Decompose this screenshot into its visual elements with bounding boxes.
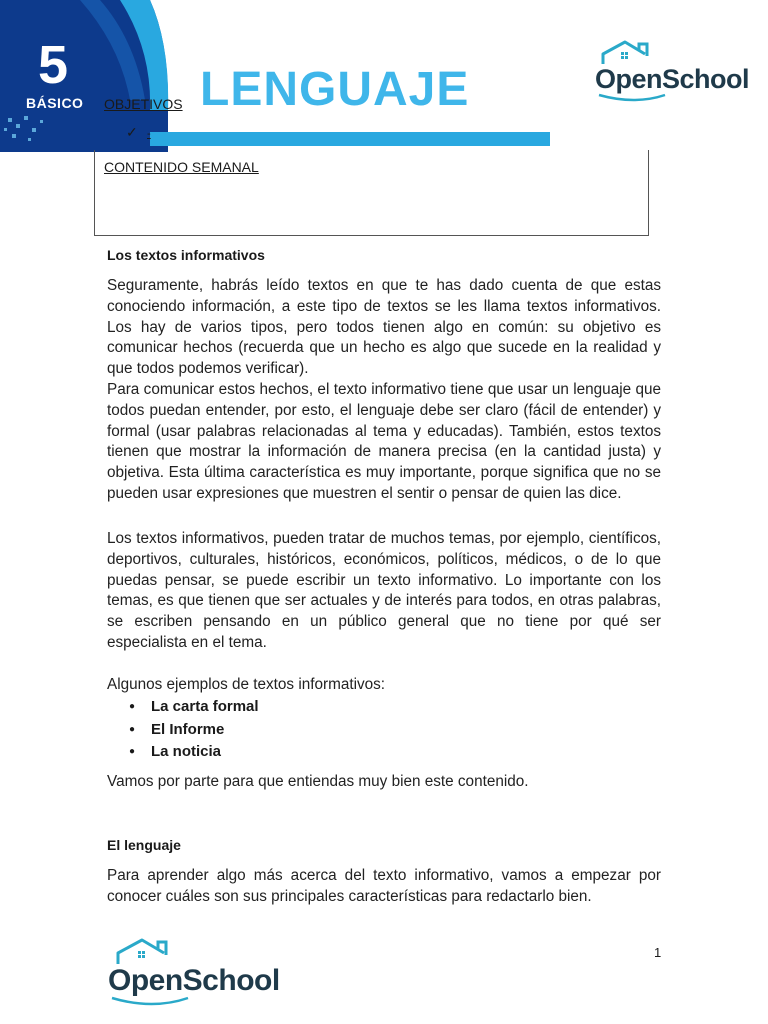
- paragraph: Los textos informativos, pueden tratar de muchos temas, por ejemplo, científicos, deportivos, culturales, históricos, económicos, políticos, médicos, o de lo que puedas pensar, se puede escribir un texto informativo. Lo importante con los temas, es que tienen que ser actuales y de interés para todos, en otras palabras, se escriben pensando en un público general que no tiene por qué ser especialista en el tema.: [107, 530, 661, 651]
- list-item: ● La noticia: [107, 741, 661, 764]
- house-icon: [595, 40, 665, 66]
- logo-swoosh: [595, 93, 675, 103]
- grade-badge: [0, 0, 170, 152]
- header-accent-bar: [150, 132, 550, 146]
- objectives-label: OBJETIVOS: [104, 96, 183, 112]
- logo-text: OpenSchool: [595, 64, 750, 94]
- examples-list: [107, 696, 661, 764]
- section-title: El lenguaje: [107, 837, 181, 853]
- paragraph: Seguramente, habrás leído textos en que te has dado cuenta de que estas conociendo información, a este tipo de textos se les llama textos informativos. Los hay de varios tipos, pero todos tienen algo en común: su objetivo es comunicar hechos (recuerda que un hecho es algo que sucede en la realidad y que todos podemos verificar).: [107, 277, 661, 378]
- openschool-logo-footer: [108, 938, 280, 1008]
- grade-level: BÁSICO: [26, 95, 84, 111]
- paragraph: Para aprender algo más acerca del texto informativo, vamos a empezar por conocer cuáles son sus principales características para redactarlo bien.: [107, 867, 661, 905]
- openschool-logo: [595, 40, 749, 103]
- examples-intro: Algunos ejemplos de textos informativos:: [107, 676, 386, 693]
- grade-number: 5: [38, 35, 69, 95]
- paragraph: Para comunicar estos hechos, el texto informativo tiene que usar un lenguaje que todos puedan entender, por esto, el lenguaje debe ser claro (fácil de entender) y formal (usar palabras relacionadas al tema y educadas). También, estos textos tienen que mostrar la información de manera precisa (en la cantidad justa) y objetiva. Esta última característica es muy importante, porque significa que no se pueden usar expresiones que muestren el sentir o pensar de quien las dice.: [107, 381, 661, 502]
- house-icon: [108, 938, 188, 966]
- logo-swoosh: [108, 996, 198, 1008]
- section-title: Los textos informativos: [107, 247, 265, 263]
- page-number: 1: [654, 945, 662, 960]
- list-item: ● El Informe: [107, 719, 661, 742]
- check-icon: ✓: [126, 124, 138, 140]
- objective-item: -: [147, 128, 151, 140]
- list-item: ● La carta formal: [107, 696, 661, 719]
- logo-text: OpenSchool: [108, 964, 280, 997]
- subject-title: LENGUAJE: [200, 63, 470, 116]
- closing-text: Vamos por parte para que entiendas muy bien este contenido.: [107, 773, 529, 790]
- weekly-content-label: CONTENIDO SEMANAL: [104, 159, 259, 175]
